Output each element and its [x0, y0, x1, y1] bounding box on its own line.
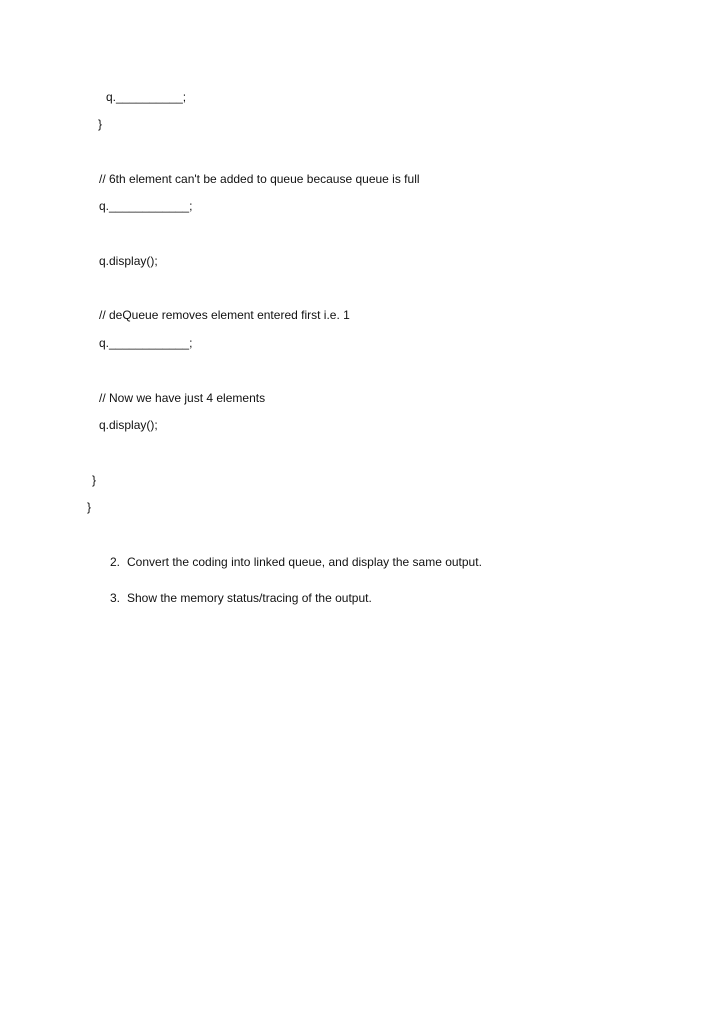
code-line-display: q.display(); [99, 254, 158, 268]
code-comment-four-elements: // Now we have just 4 elements [99, 391, 266, 405]
code-line-closing-brace: } [98, 117, 103, 131]
code-line-closing-brace: } [87, 500, 92, 514]
task-item [106, 555, 606, 569]
code-comment-dequeue: // deQueue removes element entered first i.e. 1 [99, 308, 350, 322]
task-text: Show the memory status/tracing of the output. [127, 591, 372, 605]
task-number: 3. [109, 591, 120, 605]
task-text: Convert the coding into linked queue, and display the same output. [127, 555, 482, 569]
code-line-closing-brace: } [92, 473, 97, 487]
code-line-display: q.display(); [99, 418, 158, 432]
code-comment-sixth-element: // 6th element can't be added to queue because queue is full [99, 172, 420, 186]
code-line-blank-call: q.____________; [99, 336, 193, 350]
code-line-blank-call: q.__________; [106, 90, 187, 104]
task-number: 2. [109, 555, 120, 569]
task-item [106, 591, 606, 605]
code-line-blank-call: q.____________; [99, 199, 193, 213]
